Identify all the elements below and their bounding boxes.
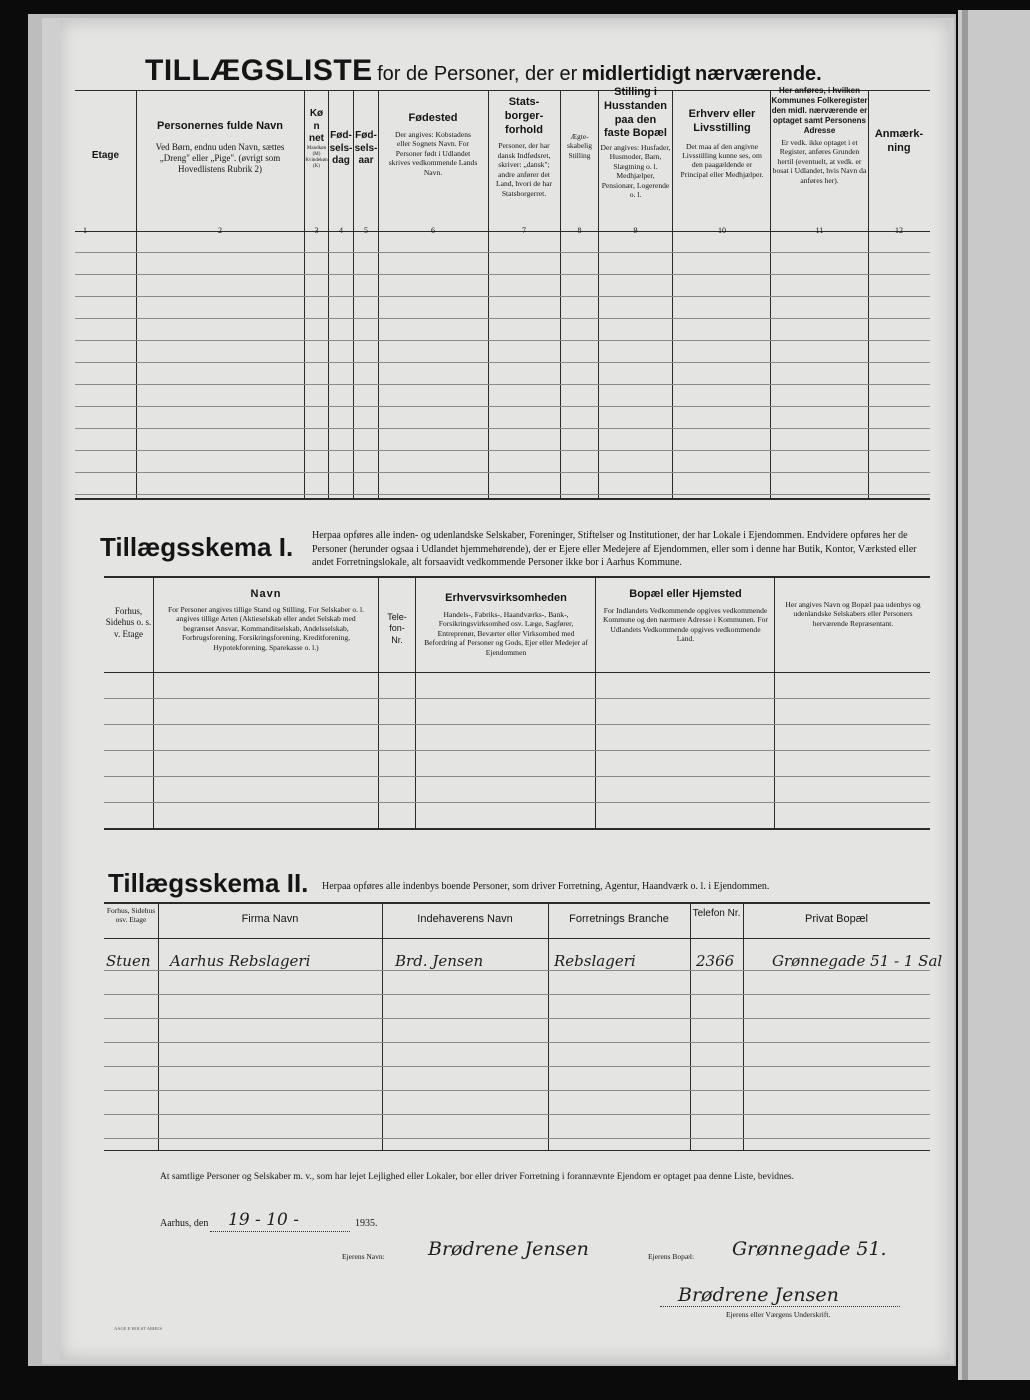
ruling-line (104, 698, 930, 699)
ruling-line (104, 1138, 930, 1139)
col-etage: Etage 1 (83, 150, 120, 235)
ruling-line (75, 252, 930, 253)
owner-address: Grønnegade 51. (732, 1238, 887, 1260)
p2-col-erhvervsvirksomheden: Erhvervsvirksomheden Handels-, Fabriks-, Haandværks-, Bank-, Forsikringsvirksomhed osv. Læge, Sagfører, Entreprenør, Beværter eller Virksomhed med Befordring af Personer og Gods, Ejer eller Medejer af Ejendommen (424, 592, 588, 657)
col-erhverv: Erhverv eller Livsstilling Det maa af den angivne Livsstilling kunne ses, om den paagældende er Principal eller Medhjælper. 10 (680, 108, 764, 235)
p2-col-repraesentant: Her angives Navn og Bopæl paa udenbys og udenlandske Selskabers eller Personers herværende Repræsentant. (785, 600, 921, 628)
ruling-line (75, 450, 930, 451)
signature-label: Ejerens eller Værgens Underskrift. (726, 1310, 831, 1319)
col-aegteskabelig: Ægte- skabelig Stilling 8 (567, 132, 592, 235)
col-fulde-navn: Personernes fulde Navn Ved Børn, endnu uden Navn, sættes „Dreng" eller „Pige". (øvrigt som Hovedlistens Rubrik 2) 2 (155, 120, 285, 235)
part2-title: Tillægsskema I. (100, 532, 294, 562)
p3-col-firma: Firma Navn (241, 913, 299, 925)
p2-col-etage: Forhus, Sidehus o. s. v. Etage (105, 606, 152, 639)
census-form-page (60, 20, 950, 1360)
ruling-line (75, 428, 930, 429)
ruling-line (104, 724, 930, 725)
ruling-line (75, 318, 930, 319)
col-foedested: Fødested Der angives: Kobstadens eller Sognets Navn. For Personer født i Udlandet skrives vedkommende Lands Navn. 6 (388, 112, 478, 235)
title-midlertidigt: midlertidigt (581, 63, 691, 85)
ruling-line (75, 384, 930, 385)
row-telefon: 2366 (696, 952, 735, 970)
p3-col-privat-bopael: Privat Bopæl (805, 913, 868, 925)
p3-col-telefon: Telefon Nr. (692, 908, 741, 919)
part3-intro: Herpaa opføres alle indenbys boende Personer, som driver Forretning, Agentur, Haandværk o. l. i Ejendommen. (322, 881, 770, 892)
ruling-line (75, 296, 930, 297)
part1-title (145, 54, 822, 88)
ruling-line (104, 750, 930, 751)
owner-signature: Brødrene Jensen (678, 1284, 839, 1306)
ruling-line (75, 362, 930, 363)
col-folkeregister: Her anføres, i hvilken Kommunes Folkeregister den midl. nærværende er optaget samt Personens Adresse Er vedk. ikke optaget i et Register, anføres Grunden hertil (eventuelt, at vedk. er bosat i Udlandet, hvis Navn da anføres her). 11 (771, 86, 868, 235)
row-firma: Aarhus Rebslageri (170, 952, 311, 970)
p2-col-navn: Navn For Personer angives tillige Stand og Stilling. For Selskaber o. l. angives tillige Arten (Aktieselskab eller andet Selskab med begrænset Ansvar, Kommanditselskab, Andelsselskab, Forbrugsforening, Forsikringsforening, Kreditforening, Hypotekforening, Sparekasse o. l.) (168, 588, 364, 652)
ruling-line (75, 406, 930, 407)
p3-col-branche: Forretnings Branche (569, 913, 669, 925)
ruling-line (75, 472, 930, 473)
p2-col-bopael: Bopæl eller Hjemsted For Indlandets Vedkommende opgives vedkommende Kommune og den nærmere Adresse i Kommunen. For Udlandets Vedkommende opgives vedkommende Land. (603, 588, 768, 644)
ruling-line (104, 1066, 930, 1067)
col-anmaerkning: Anmærk- ning 12 (874, 128, 924, 235)
title-end: nærværende. (695, 63, 822, 85)
facing-page-edge (958, 10, 1030, 1380)
owner-address-label: Ejerens Bopæl: (648, 1252, 695, 1261)
date-handwritten: 19 - 10 - (228, 1210, 299, 1230)
ruling-line (104, 970, 930, 971)
ruling-line (104, 1042, 930, 1043)
ruling-line (104, 1114, 930, 1115)
ruling-line (75, 494, 930, 495)
title-mid: for de Personer, der er (377, 63, 578, 85)
owner-name: Brødrene Jensen (428, 1238, 589, 1260)
row-branche: Rebslageri (554, 952, 636, 970)
p2-col-telefon: Tele- fon- Nr. (387, 612, 407, 645)
p3-col-etage: Forhus, Sidehus osv. Etage (106, 906, 156, 925)
owner-name-label: Ejerens Navn: (342, 1252, 385, 1261)
attestation-text: At samtlige Personer og Selskaber m. v., som har lejet Lejlighed eller Lokaler, bor eller driver Forretning i forannævnte Ejendom er optaget paa denne Liste, bevidnes. (160, 1172, 794, 1182)
col-stilling-husstand: Stilling i Husstanden paa den faste Bopæl Der angives: Husfader, Husmoder, Barn, Slægtning o. l. Medhjælper, Pensionær, Logerende o. l. 9 (600, 86, 671, 235)
part3-title: Tillægsskema II. (108, 868, 309, 898)
printer-mark: AAGE E HOLST ARHUS (114, 1326, 163, 1331)
year: 1935. (355, 1218, 378, 1229)
ruling-line (75, 274, 930, 275)
ruling-line (75, 340, 930, 341)
ruling-line (104, 776, 930, 777)
ruling-line (104, 994, 930, 995)
row-indehaver: Brd. Jensen (395, 952, 484, 970)
title-tillaegsliste: TILLÆGSLISTE (145, 54, 373, 87)
row-etage: Stuen (106, 952, 151, 970)
p3-col-indehaver: Indehaverens Navn (417, 913, 513, 925)
part2-intro: Herpaa opføres alle inden- og udenlandske Selskaber, Foreninger, Stiftelser og Institutioner, der har Lokale i Ejendommen. Endvidere opføres her de Personer (herunder ogsaa i Udlandet hjemmehørende), der er Ejere eller Medejere af Ejendommen, eller som i denne har Butik, Kontor, Værksted eller andet Forretningslokale, alt forsaavidt vedkommende Personer ikke bor i Aarhus Kommune. (312, 530, 917, 568)
ruling-line (104, 1018, 930, 1019)
col-statsborgerforhold: Stats- borger- forhold Personer, der har dansk Indfødsret, skriver: „dansk"; andre anfører det Land, hvori de har Statsborgerret. 7 (495, 96, 553, 235)
col-foedselsaar: Fød- sels- aar 5 (354, 130, 378, 235)
place-label: Aarhus, den (160, 1218, 209, 1229)
col-koennet: Kø n net Mandkøn (M) Kvindekøn (K) 3 (305, 108, 328, 235)
row-bopael: Grønnegade 51 - 1 Sal (772, 952, 943, 970)
ruling-line (104, 802, 930, 803)
ruling-line (104, 1090, 930, 1091)
col-foedselsdag: Fød- sels- dag 4 (329, 130, 353, 235)
